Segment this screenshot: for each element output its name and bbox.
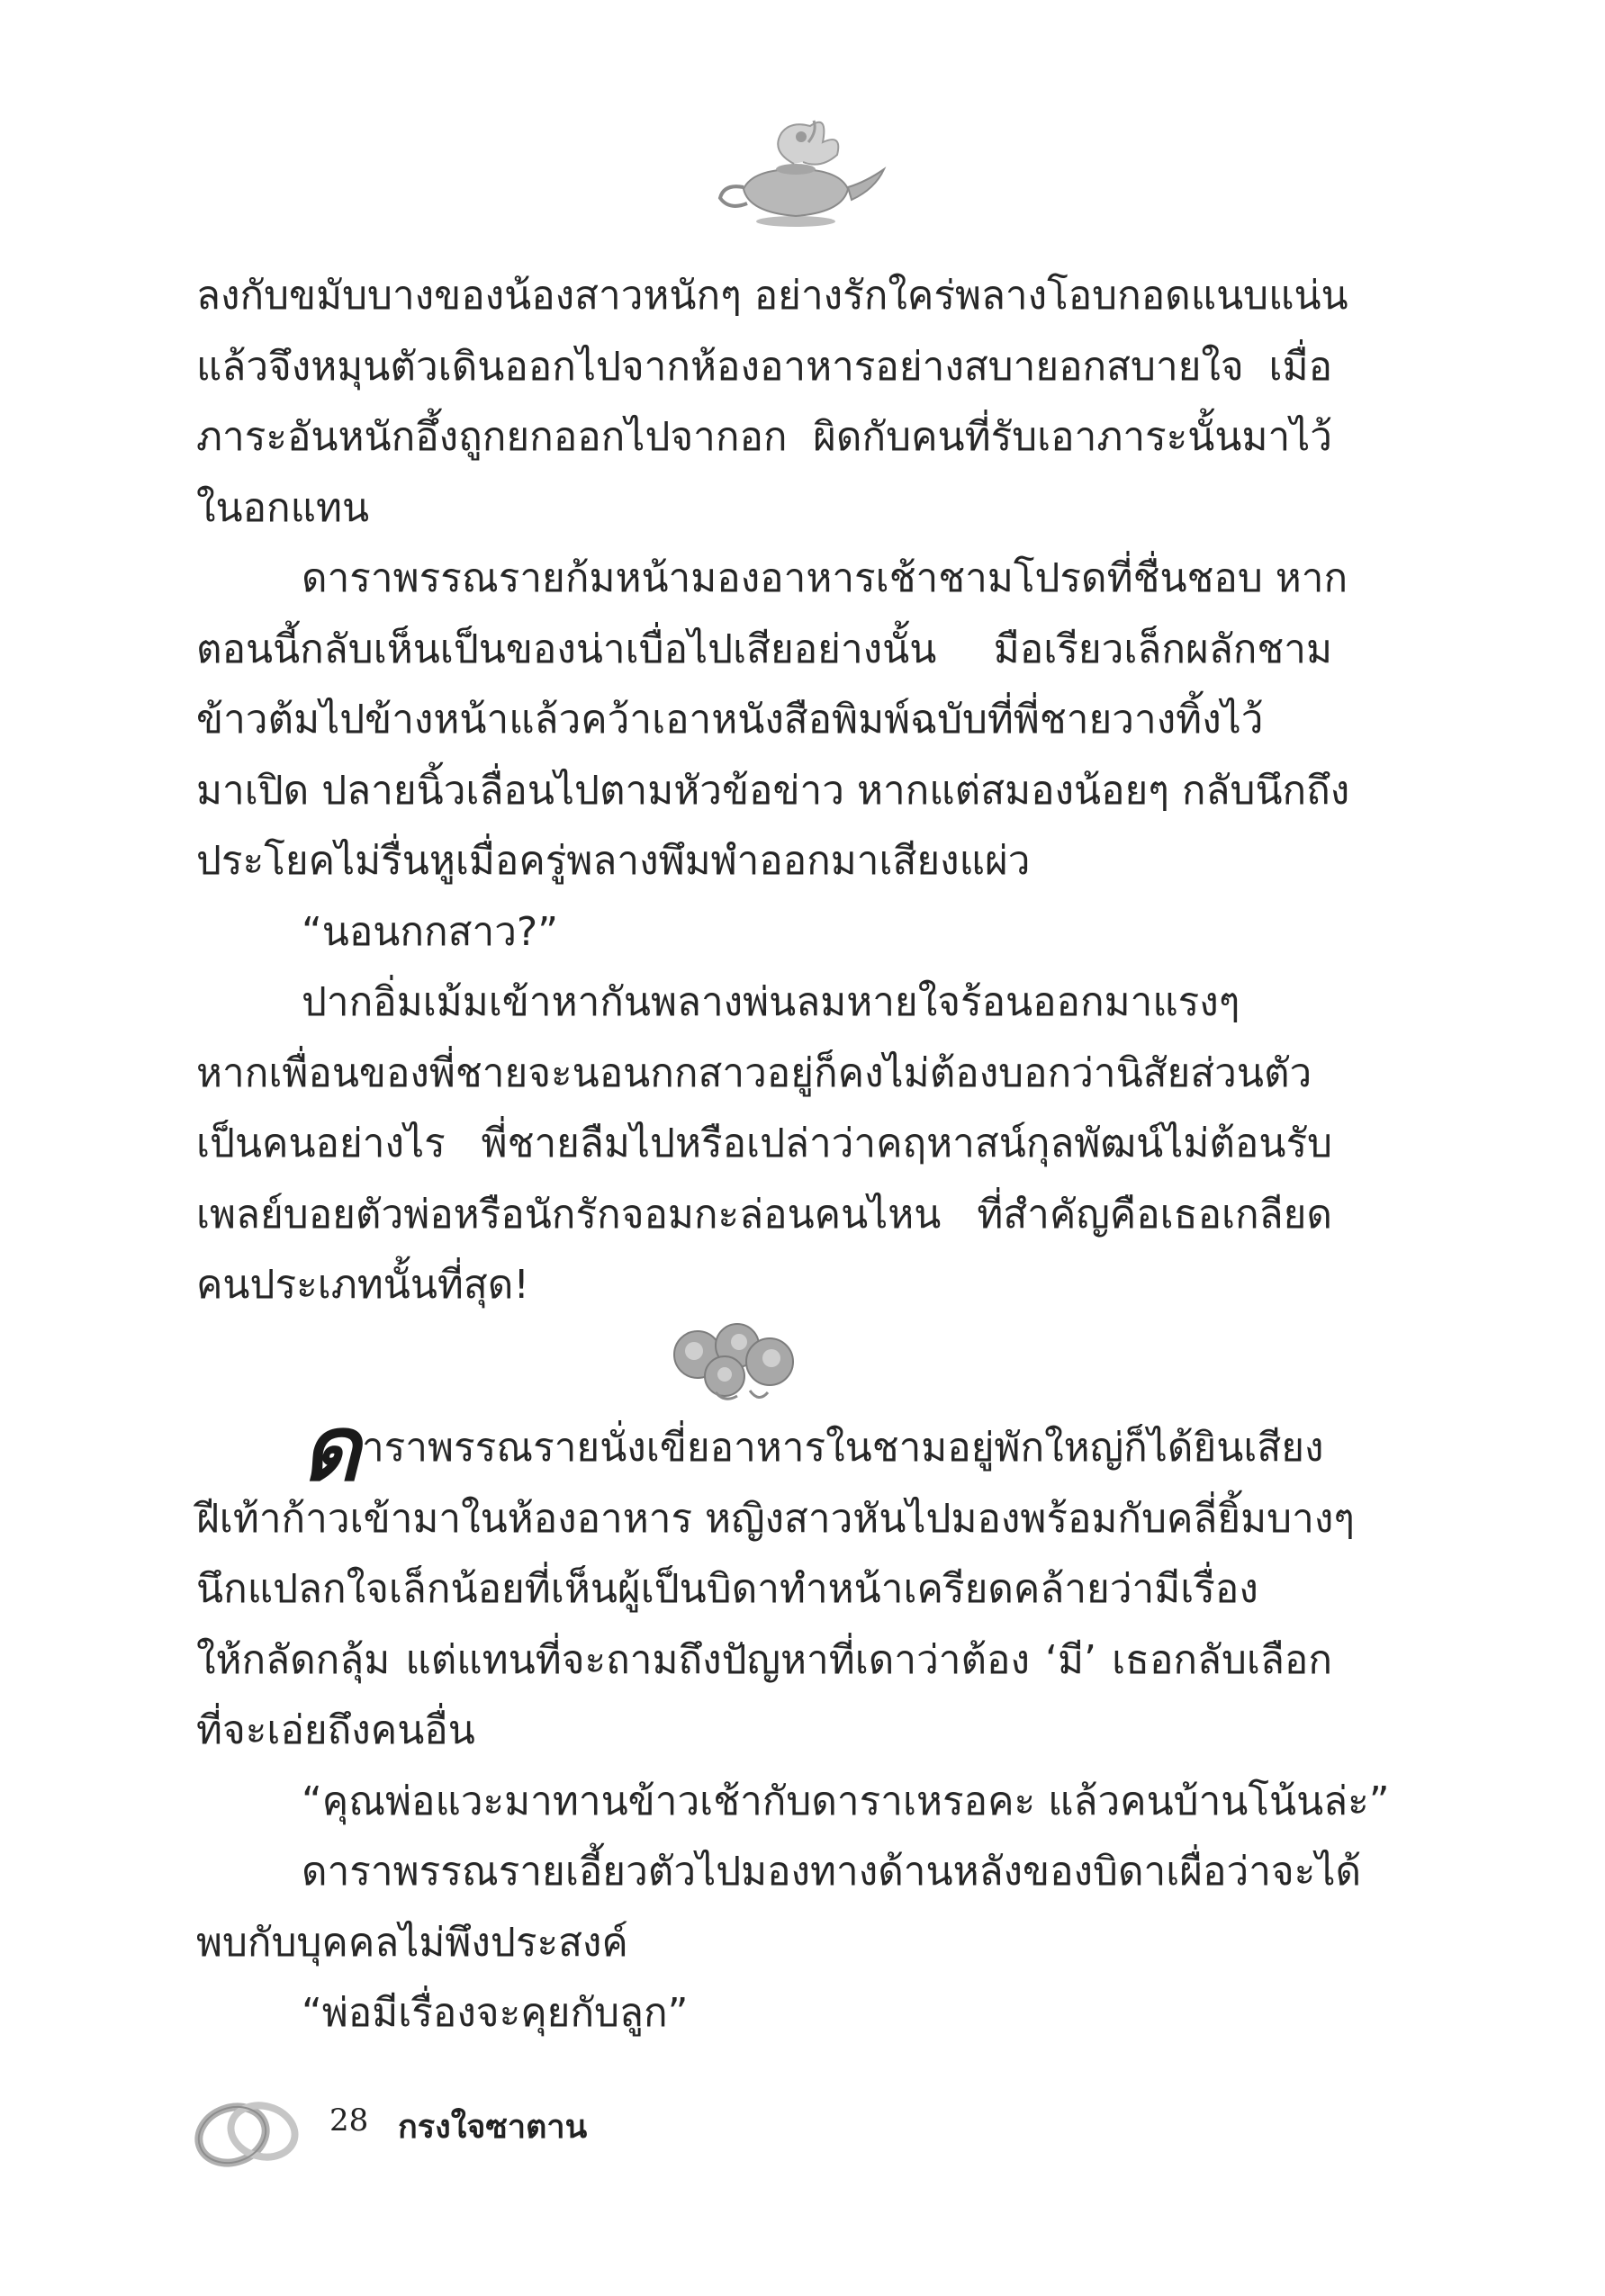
drop-cap: ด [302, 1395, 360, 1501]
text-line [196, 544, 1348, 615]
text-line [196, 402, 1332, 473]
line-text: าราพรรณรายนั่งเขี่ยอาหารในชามอยู่พักใหญ่ก็ได้ยินเสียง [361, 1425, 1324, 1471]
text-line [196, 332, 1332, 403]
text-line [196, 1696, 1332, 1767]
line-text: เพลย์บอยตัวพ่อหรือนักรักจอมกะล่อนคนไหน ที่สำคัญคือเธอเกลียด [196, 1191, 1332, 1238]
text-line [196, 826, 1332, 897]
text-line [196, 1625, 1332, 1697]
line-text: เป็นคนอย่างไร พี่ชายลืมไปหรือเปล่าว่าคฤหาสน์กุลพัฒน์ไม่ต้อนรับ [196, 1121, 1332, 1166]
text-line [196, 261, 1348, 332]
page-footer [189, 2079, 729, 2178]
line-text: ดาราพรรณรายเอี้ยวตัวไปมองทางด้านหลังของบิดาเผื่อว่าจะได้ [302, 1849, 1362, 1895]
line-text: หากเพื่อนของพี่ชายจะนอนกกสาวอยู่ก็คงไม่ต้องบอกว่านิสัยส่วนตัว [196, 1049, 1312, 1096]
line-text: “พ่อมีเรื่องจะคุยกับลูก” [302, 1990, 689, 2036]
line-text: พบกับบุคคลไม่พึงประสงค์ [196, 1919, 628, 1966]
text-line [196, 1039, 1332, 1110]
line-text: ประโยคไม่รื่นหูเมื่อครู่พลางพึมพำออกมาเสียงแผ่ว [196, 838, 1031, 884]
text-line [196, 1109, 1332, 1180]
line-text: ในอกแทน [196, 484, 370, 531]
line-text: ข้าวต้มไปข้างหน้าแล้วคว้าเอาหนังสือพิมพ์ฉบับที่พี่ชายวางทิ้งไว้ [196, 697, 1264, 743]
line-text: “คุณพ่อแวะมาทานข้าวเช้ากับดาราเหรอคะ แล้วคนบ้านโน้นล่ะ” [302, 1778, 1390, 1824]
line-text: ให้กลัดกลุ้ม แต่แทนที่จะถามถึงปัญหาที่เดาว่าต้อง ‘มี’ เธอกลับเลือก [196, 1636, 1332, 1683]
line-text: นึกแปลกใจเล็กน้อยที่เห็นผู้เป็นบิดาทำหน้าเครียดคล้ายว่ามีเรื่อง [196, 1566, 1258, 1612]
line-text: ลงกับขมับบางของน้องสาวหนักๆ อย่างรักใคร่พลางโอบกอดแนบแน่น [196, 273, 1348, 319]
line-text: ภาระอันหนักอึ้งถูกยกออกไปจากอก ผิดกับคนที่รับเอาภาระนั้นมาไว้ [196, 414, 1332, 460]
text-line [196, 1837, 1362, 1908]
text-line [196, 1484, 1355, 1555]
text-line [196, 1908, 1332, 1979]
text-line [196, 897, 1332, 968]
line-text: คนประเภทนั้นที่สุด! [196, 1262, 529, 1308]
wedding-rings-icon [189, 2079, 306, 2178]
body-text-section-1 [196, 261, 1350, 1321]
line-text: ตอนนี้กลับเห็นเป็นของน่าเบื่อไปเสียอย่างนั้น มือเรียวเล็กผลักชาม [196, 626, 1332, 672]
page-number: 28 [329, 2102, 369, 2138]
text-line [196, 1180, 1332, 1251]
text-line [196, 1978, 1332, 2049]
line-text: ฝีเท้าก้าวเข้ามาในห้องอาหาร หญิงสาวหันไปมองพร้อมกับคลี่ยิ้มบางๆ [196, 1495, 1355, 1542]
text-line [196, 968, 1332, 1039]
text-line [196, 685, 1332, 756]
line-text: ปากอิ่มเม้มเข้าหากันพลางพ่นลมหายใจร้อนออกมาแรงๆ [302, 979, 1240, 1025]
line-text: แล้วจึงหมุนตัวเดินออกไปจากห้องอาหารอย่างสบายอกสบายใจ เมื่อ [196, 343, 1332, 390]
book-title: กรงใจซาตาน [398, 2109, 588, 2146]
genie-lamp-icon [708, 106, 897, 232]
line-text: “นอนกกสาว?” [302, 908, 559, 955]
text-line [196, 1554, 1332, 1625]
text-line [196, 615, 1332, 686]
text-line [196, 756, 1350, 827]
line-text: มาเปิด ปลายนิ้วเลื่อนไปตามหัวข้อข่าว หากแต่สมองน้อยๆ กลับนึกถึง [196, 767, 1350, 814]
body-text-section-2 [196, 1395, 1390, 2049]
line-text: ดาราพรรณรายก้มหน้ามองอาหารเช้าชามโปรดที่ชื่นชอบ หาก [302, 555, 1348, 601]
text-line [196, 473, 1332, 545]
flower-bouquet-icon [662, 1310, 806, 1409]
text-line [196, 1767, 1390, 1838]
text-line [196, 1395, 1332, 1501]
line-text: ที่จะเอ่ยถึงคนอื่น [196, 1707, 475, 1753]
